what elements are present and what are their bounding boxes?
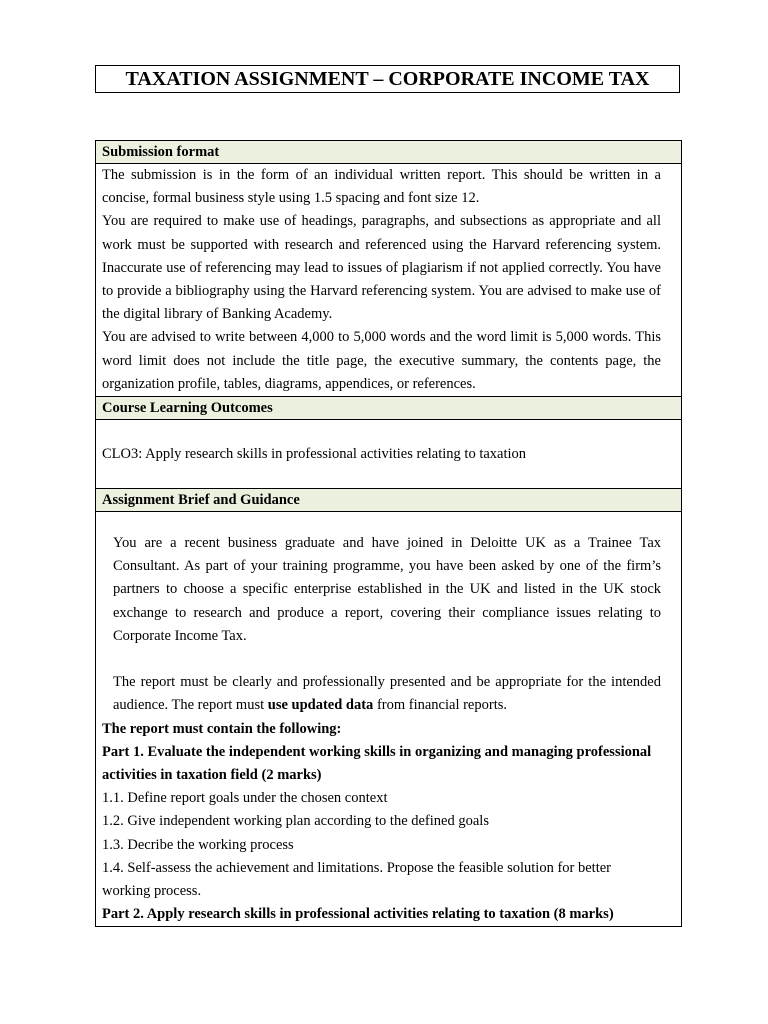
clo3-row [96,420,681,489]
part-1-item: 1.1. Define report goals under the chosen context [102,790,388,807]
submission-paragraph-1: The submission is in the form of an individual written report. This should be written in a concise, formal business style using 1.5 spacing and font size 12. [102,167,661,207]
assignment-brief-body [96,512,681,926]
submission-format-heading: Submission format [96,141,681,164]
part-1-item: 1.3. Decribe the working process [102,836,294,853]
submission-format-body [96,164,681,397]
paragraph-spacer [102,648,661,671]
submission-paragraph-2: You are required to make use of headings, paragraphs, and subsections as appropriate and all work must be supported with research and referenced using the Harvard referencing system. Inaccurate use of referencing may lead to issues of plagiarism if not applied correctly. You have to provide a bibliography using the Harvard referencing system. You are advised to make use of the digital library of Banking Academy. [102,213,661,323]
brief-paragraph-1: You are a recent business graduate and have joined in Deloitte UK as a Trainee Tax Consultant. As part of your training programme, you have been asked by one of the firm’s partners to choose a specific enterprise established in the UK and listed in the UK stock exchange to research and produce a report, covering their compliance issues relating to Corporate Income Tax. [113,535,661,644]
brief-p2-text-after: from financial reports. [373,697,507,714]
brief-p2-text-before: The report must be clearly and professionally presented and be appropriate for the intended audience. The report must [113,674,661,714]
report-contents-heading: The report must contain the following: [102,720,342,737]
part-1-item: 1.4. Self-assess the achievement and limitations. Propose the feasible solution for better working process. [102,859,611,900]
part-2-heading: Part 2. Apply research skills in professional activities relating to taxation (8 marks) [102,906,614,923]
brief-p2-bold-text: use updated data [267,697,374,714]
part-1-heading: Part 1. Evaluate the independent working skills in organizing and managing professional activities in taxation field (2 marks) [102,743,652,784]
assignment-table [95,140,682,927]
submission-paragraph-3: You are advised to write between 4,000 to 5,000 words and the word limit is 5,000 words. This word limit does not include the title page, the executive summary, the contents page, the organization profile, tables, diagrams, appendices, or references. [102,329,661,392]
document-title: TAXATION ASSIGNMENT – CORPORATE INCOME TAX [95,65,680,93]
clo3-text: CLO3: Apply research skills in professional activities relating to taxation [102,445,527,462]
course-learning-outcomes-heading: Course Learning Outcomes [96,397,681,420]
brief-paragraph-2 [113,671,661,717]
part-1-item: 1.2. Give independent working plan according to the defined goals [102,813,489,830]
assignment-brief-heading: Assignment Brief and Guidance [96,489,681,512]
